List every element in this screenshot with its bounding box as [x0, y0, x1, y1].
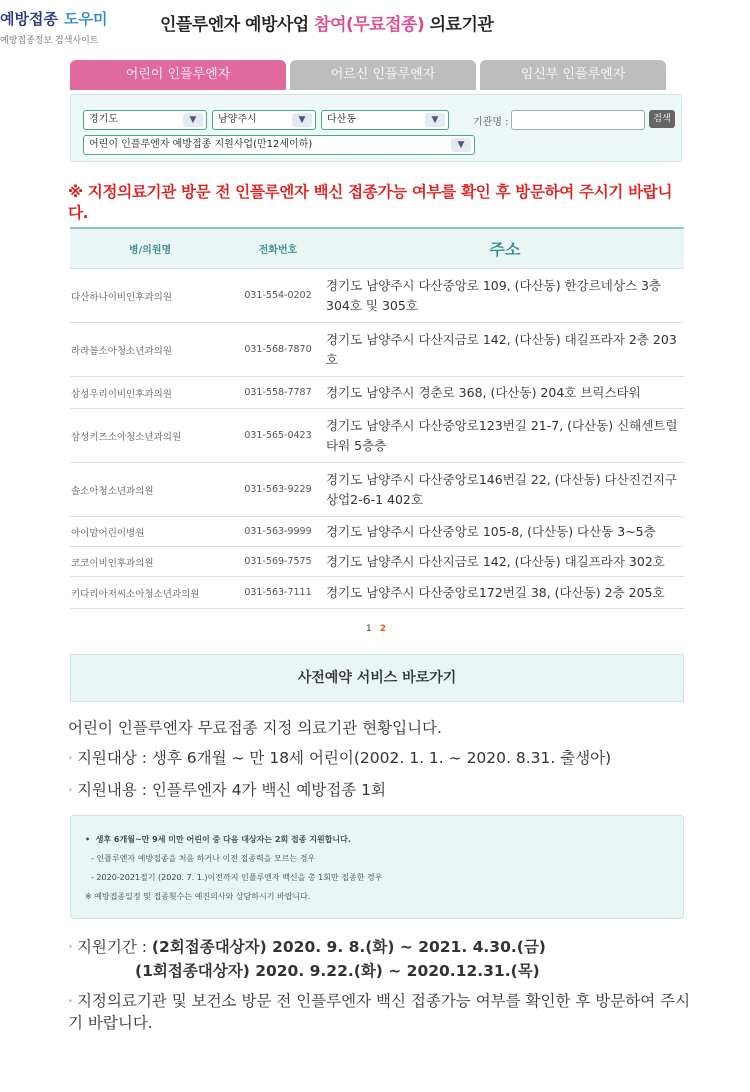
table-row[interactable]: [70, 323, 684, 377]
clinic-name: 삼성우리이비인후과의원: [70, 377, 230, 409]
tab-child-influenza[interactable]: 어린이 인플루엔자: [70, 60, 286, 90]
table-header-row: [70, 228, 684, 269]
logo-text: 예방접종 도우미: [0, 10, 108, 28]
clinic-phone: 031-565-0423: [230, 409, 326, 463]
chevron-down-icon: ▼: [425, 113, 445, 127]
search-button[interactable]: 검색: [649, 110, 675, 128]
logo-subtitle: 예방접종정보 검색사이트: [0, 36, 99, 46]
clinic-phone: 031-569-7575: [230, 547, 326, 577]
clinic-name: 코코이비인후과의원: [70, 547, 230, 577]
clinic-address: 경기도 남양주시 다산중앙로 109, (다산동) 한강르네상스 3층 304호 및 305호: [326, 269, 684, 323]
table-row[interactable]: [70, 463, 684, 517]
clinic-address: 경기도 남양주시 경춘로 368, (다산동) 204호 브릭스타워: [326, 377, 684, 409]
info-line-2: - 인플루엔자 예방접종을 처음 하거나 이전 접종력을 모르는 경우: [91, 854, 316, 863]
province-value: 경기도: [89, 114, 118, 125]
clinic-phone: 031-563-7111: [230, 577, 326, 609]
col-header-name: 병/의원명: [70, 228, 230, 269]
content-text: 지원내용 : 인플루엔자 4가 백신 예방접종 1회: [76, 781, 386, 799]
pagination: [366, 624, 394, 634]
tab-senior-influenza[interactable]: 어르신 인플루엔자: [290, 60, 476, 90]
clinic-name: 다산하나이비인후과의원: [70, 269, 230, 323]
clinic-phone: 031-558-7787: [230, 377, 326, 409]
clinic-phone: 031-554-0202: [230, 269, 326, 323]
clinic-phone: 031-568-7870: [230, 323, 326, 377]
clinic-address: 경기도 남양주시 다산중앙로146번길 22, (다산동) 다산진건지구 상업2-6-1 402호: [326, 463, 684, 517]
clinic-name: 키다리아저씨소아청소년과의원: [70, 577, 230, 609]
clinic-name: 라라봄소아청소년과의원: [70, 323, 230, 377]
chevron-down-icon: ▼: [292, 113, 312, 127]
clinic-address: 경기도 남양주시 다산지금로 142, (다산동) 대길프라자 302호: [326, 547, 684, 577]
table-row[interactable]: [70, 517, 684, 547]
clinic-address: 경기도 남양주시 다산중앙로172번길 38, (다산동) 2층 205호: [326, 577, 684, 609]
city-value: 남양주시: [218, 114, 257, 125]
clinic-address: 경기도 남양주시 다산중앙로 105-8, (다산동) 다산동 3~5층: [326, 517, 684, 547]
program-value: 어린이 인플루엔자 예방접종 지원사업(만12세이하): [89, 139, 313, 150]
dong-value: 다산동: [327, 114, 356, 125]
table-row[interactable]: [70, 269, 684, 323]
period-label: 지원기간 :: [76, 938, 147, 956]
dong-select[interactable]: [321, 110, 449, 130]
clinic-phone: 031-563-9999: [230, 517, 326, 547]
institution-label: 기관명 :: [473, 117, 509, 128]
table-row[interactable]: [70, 577, 684, 609]
table-row[interactable]: [70, 547, 684, 577]
bullet-icon: ·: [68, 992, 73, 1010]
page-title: 인플루엔자 예방사업 참여(무료접종) 의료기관: [160, 15, 494, 35]
info-line-4: ※ 예방접종일정 및 접종횟수는 예진의사와 상담하시기 바랍니다.: [85, 892, 311, 901]
page-link-2[interactable]: 2: [379, 624, 386, 634]
clinic-table: [70, 227, 684, 609]
reservation-link-button[interactable]: 사전예약 서비스 바로가기: [70, 654, 684, 702]
info-line-3: - 2020-2021절기 (2020. 7. 1.)이전까지 인플루엔자 백신을 총 1회만 접종한 경우: [91, 873, 383, 882]
search-filter-panel: [70, 94, 682, 162]
clinic-name: 아이맘어린이병원: [70, 517, 230, 547]
institution-input[interactable]: [511, 110, 645, 130]
category-tabs: [70, 60, 668, 90]
target-text: 지원대상 : 생후 6개월 ~ 만 18세 어린이(2002. 1. 1. ~ 2020. 8.31. 출생아): [76, 749, 612, 767]
info-line-1: • 생후 6개월~만 9세 미만 어린이 중 다음 대상자는 2회 접종 지원합니다.: [85, 835, 351, 844]
support-period: [68, 935, 546, 983]
clinic-address: 경기도 남양주시 다산중앙로123번길 21-7, (다산동) 신해센트럴타워 5층층: [326, 409, 684, 463]
clinic-name: 삼성키즈소아청소년과의원: [70, 409, 230, 463]
table-row[interactable]: [70, 377, 684, 409]
period-line-2: (1회접종대상자) 2020. 9.22.(화) ~ 2020.12.31.(목): [135, 962, 540, 980]
page-link-1[interactable]: 1: [366, 624, 372, 634]
city-select[interactable]: [212, 110, 316, 130]
site-logo[interactable]: [0, 8, 107, 46]
visit-notice: ※ 지정의료기관 방문 전 인플루엔자 백신 접종가능 여부를 확인 후 방문하여 주시기 바랍니다.: [68, 183, 673, 222]
table-row[interactable]: [70, 409, 684, 463]
bullet-icon: ·: [68, 938, 73, 956]
clinic-address: 경기도 남양주시 다산지금로 142, (다산동) 대길프라자 2층 203호: [326, 323, 684, 377]
province-select[interactable]: [83, 110, 207, 130]
bullet-icon: ·: [68, 749, 73, 767]
target-info: [68, 746, 611, 768]
bullet-icon: ·: [68, 781, 73, 799]
period-line-1: (2회접종대상자) 2020. 9. 8.(화) ~ 2021. 4.30.(금): [151, 938, 546, 956]
col-header-address: 주소: [326, 228, 684, 269]
clinic-name: 솔소아청소년과의원: [70, 463, 230, 517]
chevron-down-icon: ▼: [451, 138, 471, 152]
program-select[interactable]: [83, 135, 475, 155]
final-note-text: 지정의료기관 및 보건소 방문 전 인플루엔자 백신 접종가능 여부를 확인한 후 방문하여 주시기 바랍니다.: [68, 992, 691, 1032]
content-info: [68, 778, 386, 800]
intro-text: 어린이 인플루엔자 무료접종 지정 의료기관 현황입니다.: [68, 719, 442, 737]
final-note: [68, 990, 698, 1034]
two-dose-info-box: [70, 815, 684, 919]
tab-pregnant-influenza[interactable]: 임신부 인플루엔자: [480, 60, 666, 90]
chevron-down-icon: ▼: [183, 113, 203, 127]
clinic-phone: 031-563-9229: [230, 463, 326, 517]
col-header-phone: 전화번호: [230, 228, 326, 269]
